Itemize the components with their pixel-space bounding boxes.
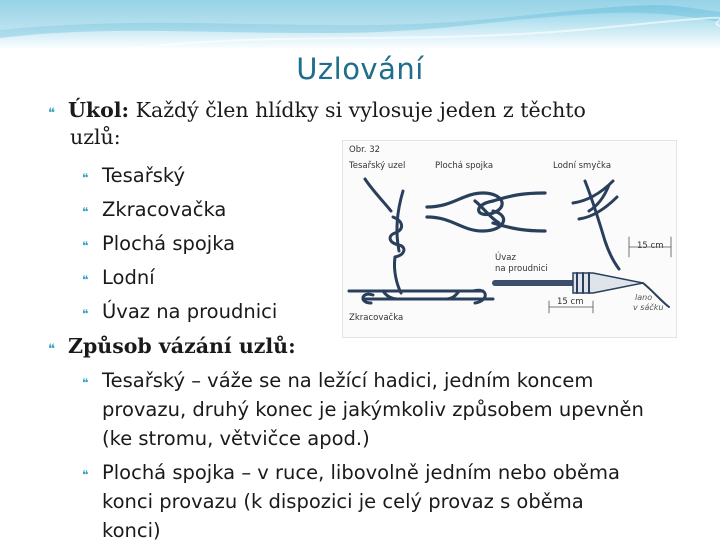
dimension-line — [549, 301, 593, 313]
bullet-icon: ❝ — [82, 273, 89, 287]
list-item — [82, 197, 226, 225]
list-item — [82, 163, 185, 191]
method-item-line: provazu, druhý konec je jakýmkoliv způsobem upevněn — [102, 398, 644, 421]
method-label: Způsob vázání uzlů: — [68, 334, 296, 358]
task-text: Každý člen hlídky si vylosuje jeden z těchto — [135, 98, 586, 122]
dimension-label: 15 cm — [637, 241, 664, 251]
knot-label: Úvaz na proudnici — [102, 300, 278, 323]
label-lodni: Lodní smyčka — [553, 161, 612, 171]
method-item-line: konci) — [102, 519, 161, 542]
header-decoration — [0, 0, 720, 50]
method-item-line: (ke stromu, větvičce apod.) — [102, 427, 370, 450]
method-heading — [48, 333, 296, 363]
sheepshank-drawing — [349, 290, 493, 303]
method-item-line: ❝ Tesařský – váže se na ležící hadici, jedním koncem — [82, 368, 593, 396]
list-item — [82, 299, 277, 327]
bullet-icon: ❝ — [82, 171, 89, 185]
label-uvaz: Úvaz — [495, 253, 516, 263]
knot-label: Zkracovačka — [102, 198, 227, 221]
reef-knot-drawing — [427, 193, 545, 231]
task-label: Úkol: — [68, 98, 130, 122]
figure-number: Obr. 32 — [349, 145, 381, 155]
bullet-icon: ❝ — [82, 205, 89, 219]
bullet-icon: ❝ — [48, 342, 55, 357]
method-item-line: konci provazu (k dispozici je celý provaz s oběma — [102, 490, 584, 513]
list-item — [82, 231, 235, 259]
knots-drawing — [343, 141, 676, 337]
method-item-line: ❝ Plochá spojka – v ruce, libovolně jedním nebo oběma — [82, 460, 620, 488]
knots-illustration — [342, 140, 677, 338]
dimension-label: 15 cm — [557, 297, 584, 307]
note-line: lano — [635, 293, 653, 302]
knot-label: Tesařský — [102, 164, 186, 187]
bullet-icon: ❝ — [82, 307, 89, 321]
knot-label: Lodní — [102, 266, 155, 289]
timber-hitch-drawing — [365, 179, 404, 293]
dimension-line — [629, 237, 671, 257]
knot-label: Plochá spojka — [102, 232, 236, 255]
nozzle-hitch-drawing — [495, 273, 669, 307]
slide-title: Uzlování — [296, 52, 424, 86]
list-item — [82, 265, 155, 293]
wave-decoration — [0, 0, 720, 50]
bullet-icon: ❝ — [82, 468, 89, 482]
bullet-icon: ❝ — [82, 376, 89, 390]
bullet-icon: ❝ — [82, 239, 89, 253]
note-line: v sáčku — [633, 303, 664, 312]
bullet-icon: ❝ — [48, 106, 55, 121]
label-tesarsky: Tesařský uzel — [349, 161, 406, 171]
task-paragraph — [48, 97, 586, 127]
label-plocha: Plochá spojka — [435, 161, 494, 171]
task-text-cont: uzlů: — [70, 125, 121, 149]
label-uvaz-2: na proudnici — [495, 264, 548, 274]
label-zkracovacka: Zkracovačka — [349, 313, 404, 323]
clove-hitch-drawing — [573, 181, 619, 269]
